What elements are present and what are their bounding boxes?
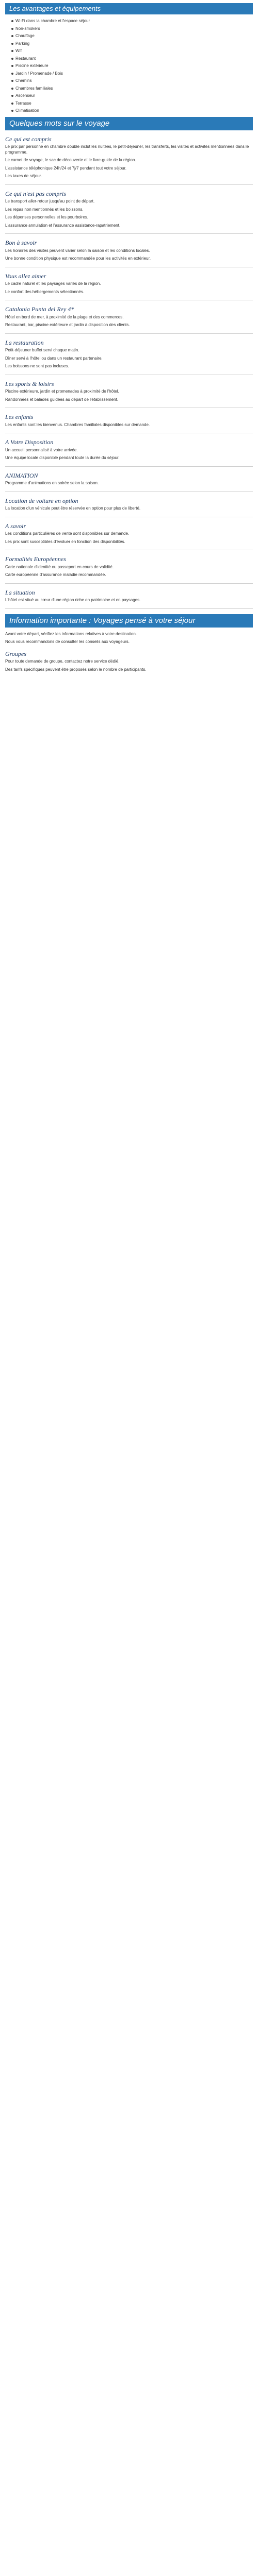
section-title: Location de voiture en option [5,497,78,504]
section-paragraph: L'assistance téléphonique 24h/24 et 7j/7 pendant tout votre séjour. [5,165,127,171]
section-paragraph: Carte nationale d'identité ou passeport en cours de validité. [5,564,114,569]
section-title: Vous allez aimer [5,272,46,280]
section-paragraph: Hôtel en bord de mer, à proximité de la plage et des commerces. [5,314,124,319]
section-title: Ce qui n'est pas compris [5,190,66,197]
section-paragraph: L'hôtel est situé au cœur d'une région riche en patrimoine et en paysages. [5,598,141,602]
section-paragraph: Les horaires des visites peuvent varier selon la saison et les conditions locales. [5,248,150,253]
section-paragraph: Carte européenne d'assurance maladie recommandée. [5,572,106,577]
section-paragraph: La location d'un véhicule peut être réservée en option pour plus de liberté. [5,506,141,511]
section-paragraph: Randonnées et balades guidées au départ de l'établissement. [5,397,119,402]
section-paragraph: Le confort des hébergements sélectionnés. [5,289,84,294]
amenity-item: Restaurant [15,56,253,62]
amenities-list [5,19,253,114]
section-title: Les enfants [5,413,34,420]
section-paragraph: Une bonne condition physique est recommandée pour les activités en extérieur. [5,256,151,261]
section-paragraph: Un accueil personnalisé à votre arrivée. [5,447,78,452]
section-title: ANIMATION [5,471,38,479]
divider [5,184,253,185]
groups-paragraph: Des tarifs spécifiques peuvent être proposés selon le nombre de participants. [5,667,147,672]
section-title: La restauration [5,338,44,346]
amenity-item: Chambres familiales [15,86,253,92]
amenity-item: Ascenseur [15,93,253,99]
amenity-item: Wi-Fi dans la chambre et l'espace séjour [15,19,253,24]
amenity-item: Terrasse [15,101,253,107]
section-paragraph: Le transport aller-retour jusqu'au point de départ. [5,199,95,204]
section-title: Formalités Européennes [5,555,66,563]
section-title: A savoir [5,522,26,530]
sections [5,137,253,609]
info-paragraph: Nous vous recommandons de consulter les conseils aux voyageurs. [5,639,130,644]
section-paragraph: Les conditions particulières de vente sont disponibles sur demande. [5,531,130,536]
section-paragraph: Les enfants sont les bienvenus. Chambres familiales disponibles sur demande. [5,422,150,427]
info-paragraph: Avant votre départ, vérifiez les informations relatives à votre destination. [5,631,137,636]
amenity-item: Parking [15,41,253,47]
amenity-item: Chauffage [15,33,253,39]
important-info-bar: Information importante : Voyages pensé à votre séjour [5,614,253,628]
amenities-bar: Les avantages et équipements [5,3,253,14]
amenity-item: Non-smokers [15,26,253,32]
groups-title: Groupes [5,650,26,657]
section-title: Bon à savoir [5,239,37,246]
section-paragraph: Dîner servi à l'hôtel ou dans un restaurant partenaire. [5,355,103,361]
divider [5,233,253,234]
page [5,0,253,672]
section-paragraph: Restaurant, bar, piscine extérieure et jardin à disposition des clients. [5,323,130,327]
section-paragraph: Les boissons ne sont pas incluses. [5,364,69,368]
amenity-item: Chemins [15,78,253,84]
section-title: La situation [5,588,35,596]
divider [5,608,253,609]
section-paragraph: Le cadre naturel et les paysages variés de la région. [5,281,101,286]
groups-section [5,659,253,672]
amenity-item: Climatisation [15,108,253,114]
important-info [5,632,253,645]
section-paragraph: Les repas non mentionnés et les boissons. [5,207,84,212]
section-title: Les sports & loisirs [5,380,54,387]
section-paragraph: Les taxes de séjour. [5,174,42,178]
groups-paragraph: Pour toute demande de groupe, contactez notre service dédié. [5,659,120,664]
amenity-item: Piscine extérieure [15,63,253,69]
section-paragraph: L'assurance annulation et l'assurance assistance-rapatriement. [5,223,121,228]
section-paragraph: Une équipe locale disponible pendant toute la durée du séjour. [5,455,120,460]
divider [5,333,253,334]
section-paragraph: Le carnet de voyage, le sac de découverte et le livre-guide de la région. [5,158,136,162]
divider [5,583,253,584]
trip-info-bar: Quelques mots sur le voyage [5,117,253,130]
section-title: Catalonia Punta del Rey 4* [5,306,74,313]
section-paragraph: Les dépenses personnelles et les pourboires. [5,215,88,219]
divider [5,466,253,467]
section-paragraph: Piscine extérieure, jardin et promenades à proximité de l'hôtel. [5,389,119,394]
amenity-item: Jardin / Promenade / Bois [15,71,253,77]
section-paragraph: Le prix par personne en chambre double inclut les nuitées, le petit-déjeuner, les transferts, les visites et activités mentionnées dans le programme. [5,144,249,155]
section-paragraph: Programme d'animations en soirée selon la saison. [5,481,99,485]
section-paragraph: Les prix sont susceptibles d'évoluer en fonction des disponibilités. [5,539,125,544]
section-paragraph: Petit-déjeuner buffet servi chaque matin. [5,348,79,352]
section-title: A Votre Disposition [5,438,54,446]
section-title: Ce qui est compris [5,135,52,143]
amenity-item: Wifi [15,48,253,54]
